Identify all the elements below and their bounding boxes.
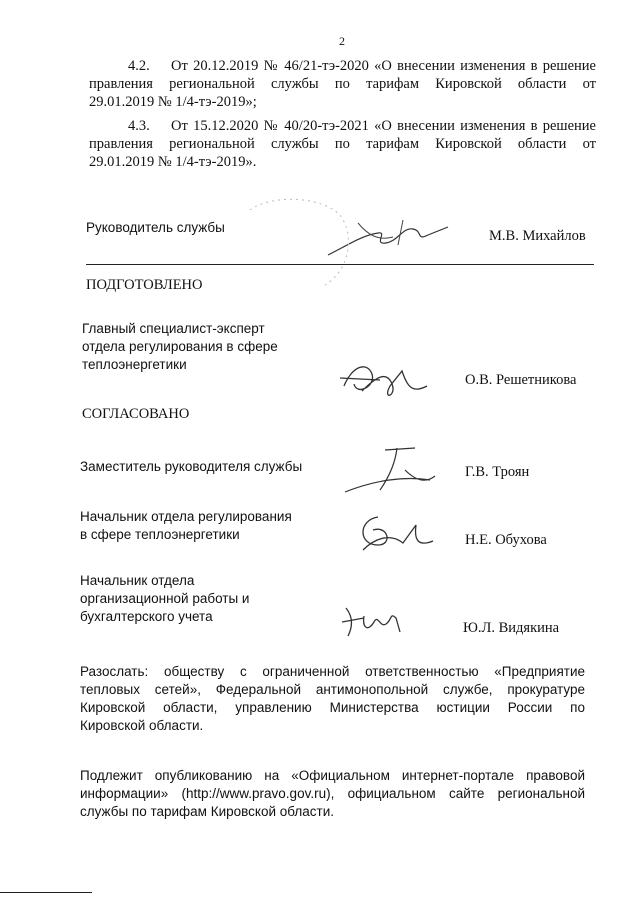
prepared-title-line: Главный специалист-эксперт bbox=[82, 321, 265, 336]
item-text-line: От 15.12.2020 № 40/20-тэ-2021 «О внесении изменения в решение bbox=[171, 118, 596, 134]
signer-title-line: Начальник отдела bbox=[80, 573, 195, 588]
signer-name: Ю.Л. Видякина bbox=[463, 620, 560, 636]
distribution-line: Кировской области. bbox=[80, 718, 204, 733]
item-number: 4.3. bbox=[128, 118, 150, 134]
distribution-line: тепловых сетей», Федеральной антимонопольной службе, прокуратуре bbox=[80, 682, 585, 697]
signer-signature bbox=[348, 505, 448, 565]
item-text-line: 29.01.2019 № 1/4-тэ-2019»; bbox=[89, 94, 257, 110]
signer-title-line: организационной работы и bbox=[80, 591, 250, 606]
signer-name: Н.Е. Обухова bbox=[465, 532, 547, 548]
prepared-title-line: отдела регулирования в сфере bbox=[82, 339, 278, 354]
prepared-name: О.В. Решетникова bbox=[465, 372, 577, 388]
signer-signature bbox=[334, 598, 414, 648]
separator-line bbox=[86, 264, 594, 265]
signer-title-line: Начальник отдела регулирования bbox=[80, 509, 292, 524]
item-text-line: правления региональной службы по тарифам Кировской области от bbox=[89, 76, 596, 92]
stamp-mark bbox=[230, 190, 370, 300]
signer-title-line: Заместитель руководителя службы bbox=[80, 459, 303, 474]
page-number: 2 bbox=[339, 34, 345, 48]
prepared-signature bbox=[332, 356, 442, 411]
agreed-heading: СОГЛАСОВАНО bbox=[82, 406, 190, 422]
distribution-line: Кировской области, управлению Министерства юстиции России по bbox=[80, 700, 585, 715]
item-text-line: правления региональной службы по тарифам Кировской области от bbox=[89, 136, 596, 152]
prepared-title-line: теплоэнергетики bbox=[82, 357, 187, 372]
item-text-line: 29.01.2019 № 1/4-тэ-2019». bbox=[89, 154, 257, 170]
publication-line: службы по тарифам Кировской области. bbox=[80, 804, 334, 819]
prepared-heading: ПОДГОТОВЛЕНО bbox=[86, 277, 203, 293]
head-title: Руководитель службы bbox=[86, 220, 225, 235]
signer-signature bbox=[325, 440, 445, 500]
signer-title-line: в сфере теплоэнергетики bbox=[80, 527, 240, 542]
publication-line: информации» (http://www.pravo.gov.ru), официальном сайте региональной bbox=[80, 786, 585, 801]
distribution-line: Разослать: обществу с ограниченной ответственностью «Предприятие bbox=[80, 664, 585, 679]
publication-line: Подлежит опубликованию на «Официальном интернет-портале правовой bbox=[80, 768, 585, 783]
item-number: 4.2. bbox=[128, 58, 150, 74]
signer-name: Г.В. Троян bbox=[465, 464, 530, 480]
head-name: М.В. Михайлов bbox=[489, 228, 586, 244]
footnote-rule bbox=[0, 892, 92, 893]
signer-title-line: бухгалтерского учета bbox=[80, 609, 213, 624]
item-text-line: От 20.12.2019 № 46/21-тэ-2020 «О внесении изменения в решение bbox=[171, 58, 596, 74]
